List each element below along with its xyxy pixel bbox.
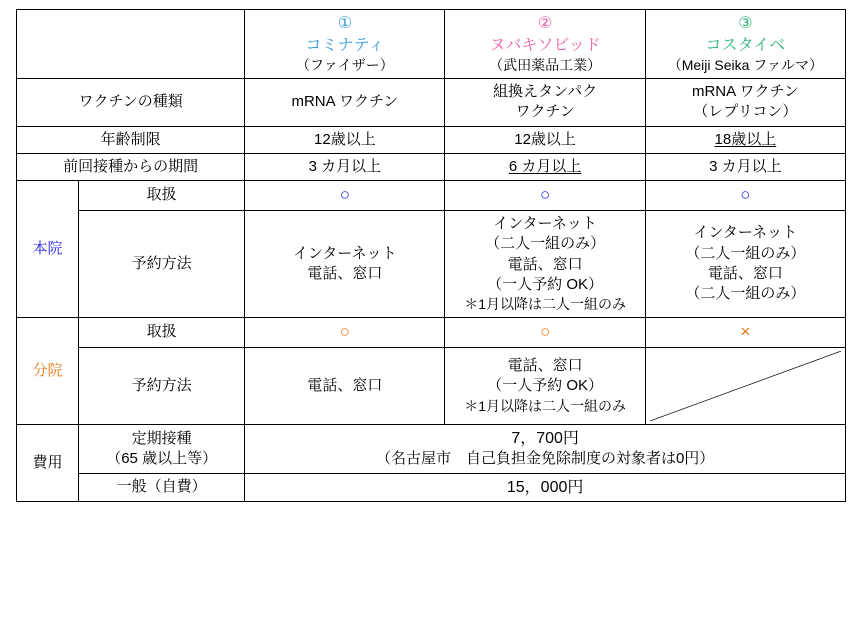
circle-icon: ○ xyxy=(539,185,551,205)
side-label-fee xyxy=(17,424,79,501)
fee-regular-label-line-1: 定期接種 xyxy=(131,429,192,447)
row-label-fee-regular xyxy=(79,424,245,473)
bunin-handling-col-3 xyxy=(645,317,845,347)
row-label-age-limit: 年齢制限 xyxy=(17,126,245,153)
header-col-3-title: ③ コスタイベ xyxy=(705,15,786,54)
honin-handling-col-2 xyxy=(445,181,645,211)
diagonal-strike xyxy=(650,351,841,421)
honin-booking-col-2-line-4: （一人予約 OK） xyxy=(487,275,604,293)
fee-regular-amount: 7，700円 xyxy=(511,429,579,447)
honin-booking-col-2-line-2: （二人一組のみ） xyxy=(485,235,606,253)
bunin-booking-col-2 xyxy=(445,347,645,424)
circle-icon: ○ xyxy=(740,185,751,205)
side-label-honin xyxy=(17,181,79,318)
honin-booking-col-3-line-1: インターネット xyxy=(693,224,798,242)
fee-regular-note: （名古屋市 自己負担金免除制度の対象者は0円） xyxy=(375,450,715,468)
header-col-3-maker: （Meiji Seika ファルマ） xyxy=(667,57,824,74)
circle-icon: ○ xyxy=(339,185,350,205)
row-label-honin-handling: 取扱 xyxy=(79,181,245,211)
row-interval xyxy=(17,153,846,180)
interval-col-1: 3 カ月以上 xyxy=(245,153,445,180)
row-label-vaccine-type: ワクチンの種類 xyxy=(17,79,245,127)
bunin-handling-col-2 xyxy=(445,317,645,347)
bunin-booking-col-2-line-3: ＊1月以降は二人一組のみ xyxy=(464,397,626,414)
honin-handling-col-3 xyxy=(645,181,845,211)
honin-booking-col-2-line-1: インターネット xyxy=(493,215,597,233)
vaccine-type-col-1 xyxy=(245,79,445,127)
row-age-limit xyxy=(17,126,846,153)
honin-booking-col-3 xyxy=(645,211,845,318)
header-col-1-title: ① コミナティ xyxy=(305,15,385,54)
header-col-2-maker: （武田薬品工業） xyxy=(489,57,602,74)
side-label-fee-text: 費用 xyxy=(32,453,63,471)
honin-booking-col-2-line-3: 電話、窓口 xyxy=(507,255,583,273)
row-label-fee-selfpay: 一般（自費） xyxy=(79,473,245,502)
bunin-booking-col-3-unavailable xyxy=(645,347,845,424)
fee-selfpay-amount: 15，000円 xyxy=(506,478,584,496)
fee-regular-value xyxy=(245,424,846,473)
row-bunin-booking xyxy=(17,347,846,424)
age-limit-col-2: 12歳以上 xyxy=(445,126,645,153)
side-label-bunin xyxy=(17,317,79,424)
age-limit-col-3 xyxy=(645,126,845,153)
row-label-bunin-booking: 予約方法 xyxy=(79,347,245,424)
row-label-interval: 前回接種からの期間 xyxy=(17,153,245,180)
header-col-1-maker: （ファイザー） xyxy=(296,57,394,74)
bunin-booking-col-2-line-1: 電話、窓口 xyxy=(507,357,583,375)
header-col-3 xyxy=(645,10,845,79)
age-limit-col-3-value: 18歳以上 xyxy=(714,130,777,148)
circle-icon: ○ xyxy=(539,321,551,341)
row-label-honin-booking: 予約方法 xyxy=(79,211,245,318)
fee-selfpay-value xyxy=(245,473,846,502)
honin-booking-col-2-line-5: ＊1月以降は二人一組のみ xyxy=(464,296,626,313)
row-fee-selfpay xyxy=(17,473,846,502)
vaccine-type-col-3-line-2: （レプリコン） xyxy=(693,103,798,121)
interval-col-2 xyxy=(445,153,645,180)
row-fee-regular xyxy=(17,424,846,473)
vaccine-type-col-3-line-1: mRNA ワクチン xyxy=(691,83,799,101)
honin-booking-col-1 xyxy=(245,211,445,318)
cross-icon: × xyxy=(740,321,751,341)
bunin-booking-col-2-line-2: （一人予約 OK） xyxy=(487,377,604,395)
interval-col-3: 3 カ月以上 xyxy=(645,153,845,180)
row-bunin-handling xyxy=(17,317,846,347)
header-corner-cell xyxy=(17,10,245,79)
honin-booking-col-3-line-4: （二人一組のみ） xyxy=(685,285,806,303)
row-honin-booking xyxy=(17,211,846,318)
honin-booking-col-3-line-2: （二人一組のみ） xyxy=(685,244,806,262)
honin-booking-col-1-line-1: インターネット xyxy=(293,244,397,262)
row-honin-handling xyxy=(17,181,846,211)
fee-regular-label-line-2: （65 歳以上等） xyxy=(106,449,218,467)
header-col-2 xyxy=(445,10,645,79)
honin-booking-col-1-line-2: 電話、窓口 xyxy=(307,264,383,282)
circle-icon: ○ xyxy=(339,321,350,341)
side-label-bunin-text: 分院 xyxy=(32,361,63,379)
vaccine-type-col-1-line-1: mRNA ワクチン xyxy=(291,93,399,111)
interval-col-2-value: 6 カ月以上 xyxy=(508,157,582,175)
header-col-1 xyxy=(245,10,445,79)
honin-booking-col-3-line-3: 電話、窓口 xyxy=(707,264,783,282)
vaccine-type-col-3 xyxy=(645,79,845,127)
side-label-honin-text: 本院 xyxy=(32,239,63,257)
header-col-2-title: ② ヌバキソビッド xyxy=(489,15,601,54)
vaccine-type-col-2 xyxy=(445,79,645,127)
row-label-bunin-handling: 取扱 xyxy=(79,317,245,347)
age-limit-col-1: 12歳以上 xyxy=(245,126,445,153)
vaccine-type-col-2-line-2: ワクチン xyxy=(515,103,575,121)
honin-handling-col-1 xyxy=(245,181,445,211)
vaccine-type-col-2-line-1: 組換えタンパク xyxy=(493,83,598,101)
honin-booking-col-2 xyxy=(445,211,645,318)
row-vaccine-type xyxy=(17,79,846,127)
bunin-booking-col-1 xyxy=(245,347,445,424)
bunin-handling-col-1 xyxy=(245,317,445,347)
table-header-row xyxy=(17,10,846,79)
bunin-booking-col-1-line-1: 電話、窓口 xyxy=(307,376,383,394)
vaccine-comparison-table xyxy=(16,9,846,502)
